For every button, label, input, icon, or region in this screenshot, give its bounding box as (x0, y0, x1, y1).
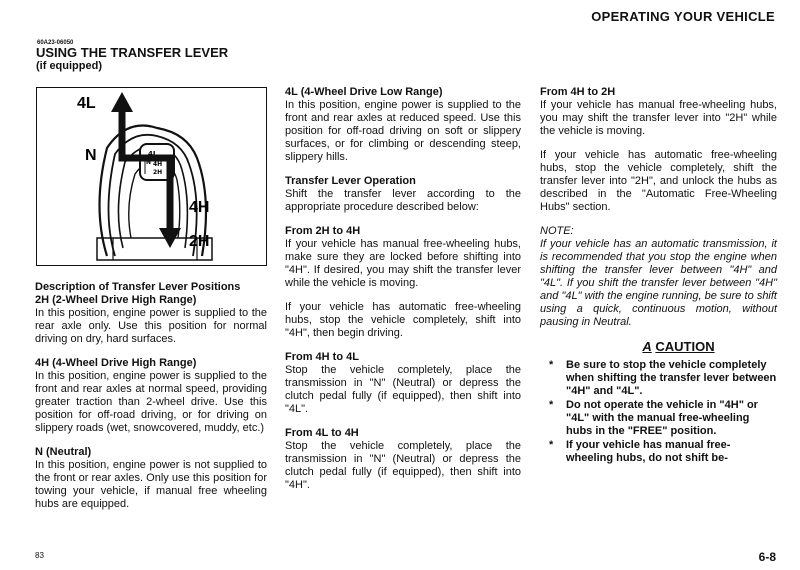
caution-word: CAUTION (655, 339, 715, 354)
document-code: 60A23-06050 (37, 40, 74, 46)
note-body: If your vehicle has an automatic transmission, it is recommended that you stop the engine when shifting the transfer lever between "4H" and "4L". If you shift the transfer lever between "4H" and "4L" with the engine running, be sure to shift using a quick, continuous motion, without pausing in Neutral. (540, 238, 777, 328)
n-heading: N (Neutral) (35, 446, 92, 458)
from-2h-4h-body-1: If your vehicle has manual free-wheeling hubs, make sure they are locked before shifting into "4H". If desired, you may shift the transfer lever while the vehicle is moving. (285, 238, 521, 289)
position-label-4l: 4L (77, 95, 96, 112)
h2-heading: 2H (2-Wheel Drive High Range) (35, 294, 197, 306)
column-middle (285, 86, 521, 492)
l4-body: In this position, engine power is supplied to the front and rear axles at reduced speed. Use this position for off-road driving on soft or slippery surfaces, or for climbing or descending steep, slippery hills. (285, 99, 521, 163)
running-header: OPERATING YOUR VEHICLE (591, 9, 775, 24)
page-title: USING THE TRANSFER LEVER (36, 45, 229, 60)
caution-title (580, 340, 777, 353)
h4-body: In this position, engine power is supplied to the front and rear axles at normal speed, providing greater traction than 2-wheel drive. Use this position for off-road driving, or for driving on slippery roads (wet, snowcovered, muddy, etc.) (35, 370, 267, 434)
caution-item: * If your vehicle has manual free-wheeling hubs, do not shift be- (549, 439, 731, 464)
op-heading: Transfer Lever Operation (285, 175, 416, 187)
position-label-2h: 2H (189, 233, 210, 250)
caution-symbol-icon: A (642, 339, 652, 354)
op-body: Shift the transfer lever according to the appropriate procedure described below: (285, 188, 521, 213)
n-body: In this position, engine power is not supplied to the front or rear axles. Only use this position for towing your vehicle, if manual free wheeling hubs are equipped. (35, 459, 267, 510)
from-4h-4l-heading: From 4H to 4L (285, 351, 359, 363)
from-4l-4h-body: Stop the vehicle completely, place the transmission in "N" (Neutral) or depress the clutch pedal fully (if equipped), then shift into "4H". (285, 440, 521, 491)
column-left (35, 281, 267, 511)
footer-left-number: 83 (35, 551, 44, 560)
desc-heading: Description of Transfer Lever Positions (35, 281, 241, 293)
page-number: 6-8 (758, 550, 776, 564)
knob-label-n: N (146, 159, 152, 166)
l4-heading: 4L (4-Wheel Drive Low Range) (285, 86, 443, 98)
bullet-star-icon: * (549, 439, 554, 451)
from-4h-2h-body-1: If your vehicle has manual free-wheeling hubs, you may shift the transfer lever into "2H" while the vehicle is moving. (540, 99, 777, 137)
caution-item: * Do not operate the vehicle in "4H" or "4L" with the manual free-wheeling hubs in the "FREE" position. (549, 399, 758, 437)
h2-body: In this position, engine power is supplied to the rear axle only. Use this position for normal driving on dry, hard surfaces. (35, 307, 267, 345)
position-label-4h: 4H (189, 199, 210, 216)
column-right (540, 86, 777, 466)
bullet-star-icon: * (549, 399, 554, 411)
knob-label-4h: 4H (153, 161, 163, 168)
note-heading: NOTE: (540, 225, 574, 237)
from-2h-4h-body-2: If your vehicle has automatic free-wheeling hubs, stop the vehicle completely, shift into "4H", then begin driving. (285, 301, 521, 339)
from-4h-2h-body-2: If your vehicle has automatic free-wheeling hubs, stop the vehicle completely, shift the transfer lever into "2H", and unlock the hubs as described in the "Automatic Free-Wheeling Hubs" section. (540, 149, 777, 213)
caution-item: * Be sure to stop the vehicle completely when shifting the transfer lever between "4H" and "4L". (549, 359, 777, 397)
from-4l-4h-heading: From 4L to 4H (285, 427, 359, 439)
h4-heading: 4H (4-Wheel Drive High Range) (35, 357, 197, 369)
position-label-n: N (85, 147, 97, 164)
arrow-up-icon (111, 92, 133, 112)
transfer-lever-illustration (37, 88, 266, 265)
transfer-lever-figure (36, 87, 267, 266)
bullet-star-icon: * (549, 359, 554, 371)
page-subtitle: (if equipped) (36, 60, 102, 72)
knob-label-4l: 4L (148, 150, 158, 158)
from-4h-2h-heading: From 4H to 2H (540, 86, 616, 98)
from-2h-4h-heading: From 2H to 4H (285, 225, 361, 237)
from-4h-4l-body: Stop the vehicle completely, place the transmission in "N" (Neutral) or depress the clutch pedal fully (if equipped), then shift into "4L". (285, 364, 521, 415)
knob-label-2h: 2H (153, 169, 163, 176)
